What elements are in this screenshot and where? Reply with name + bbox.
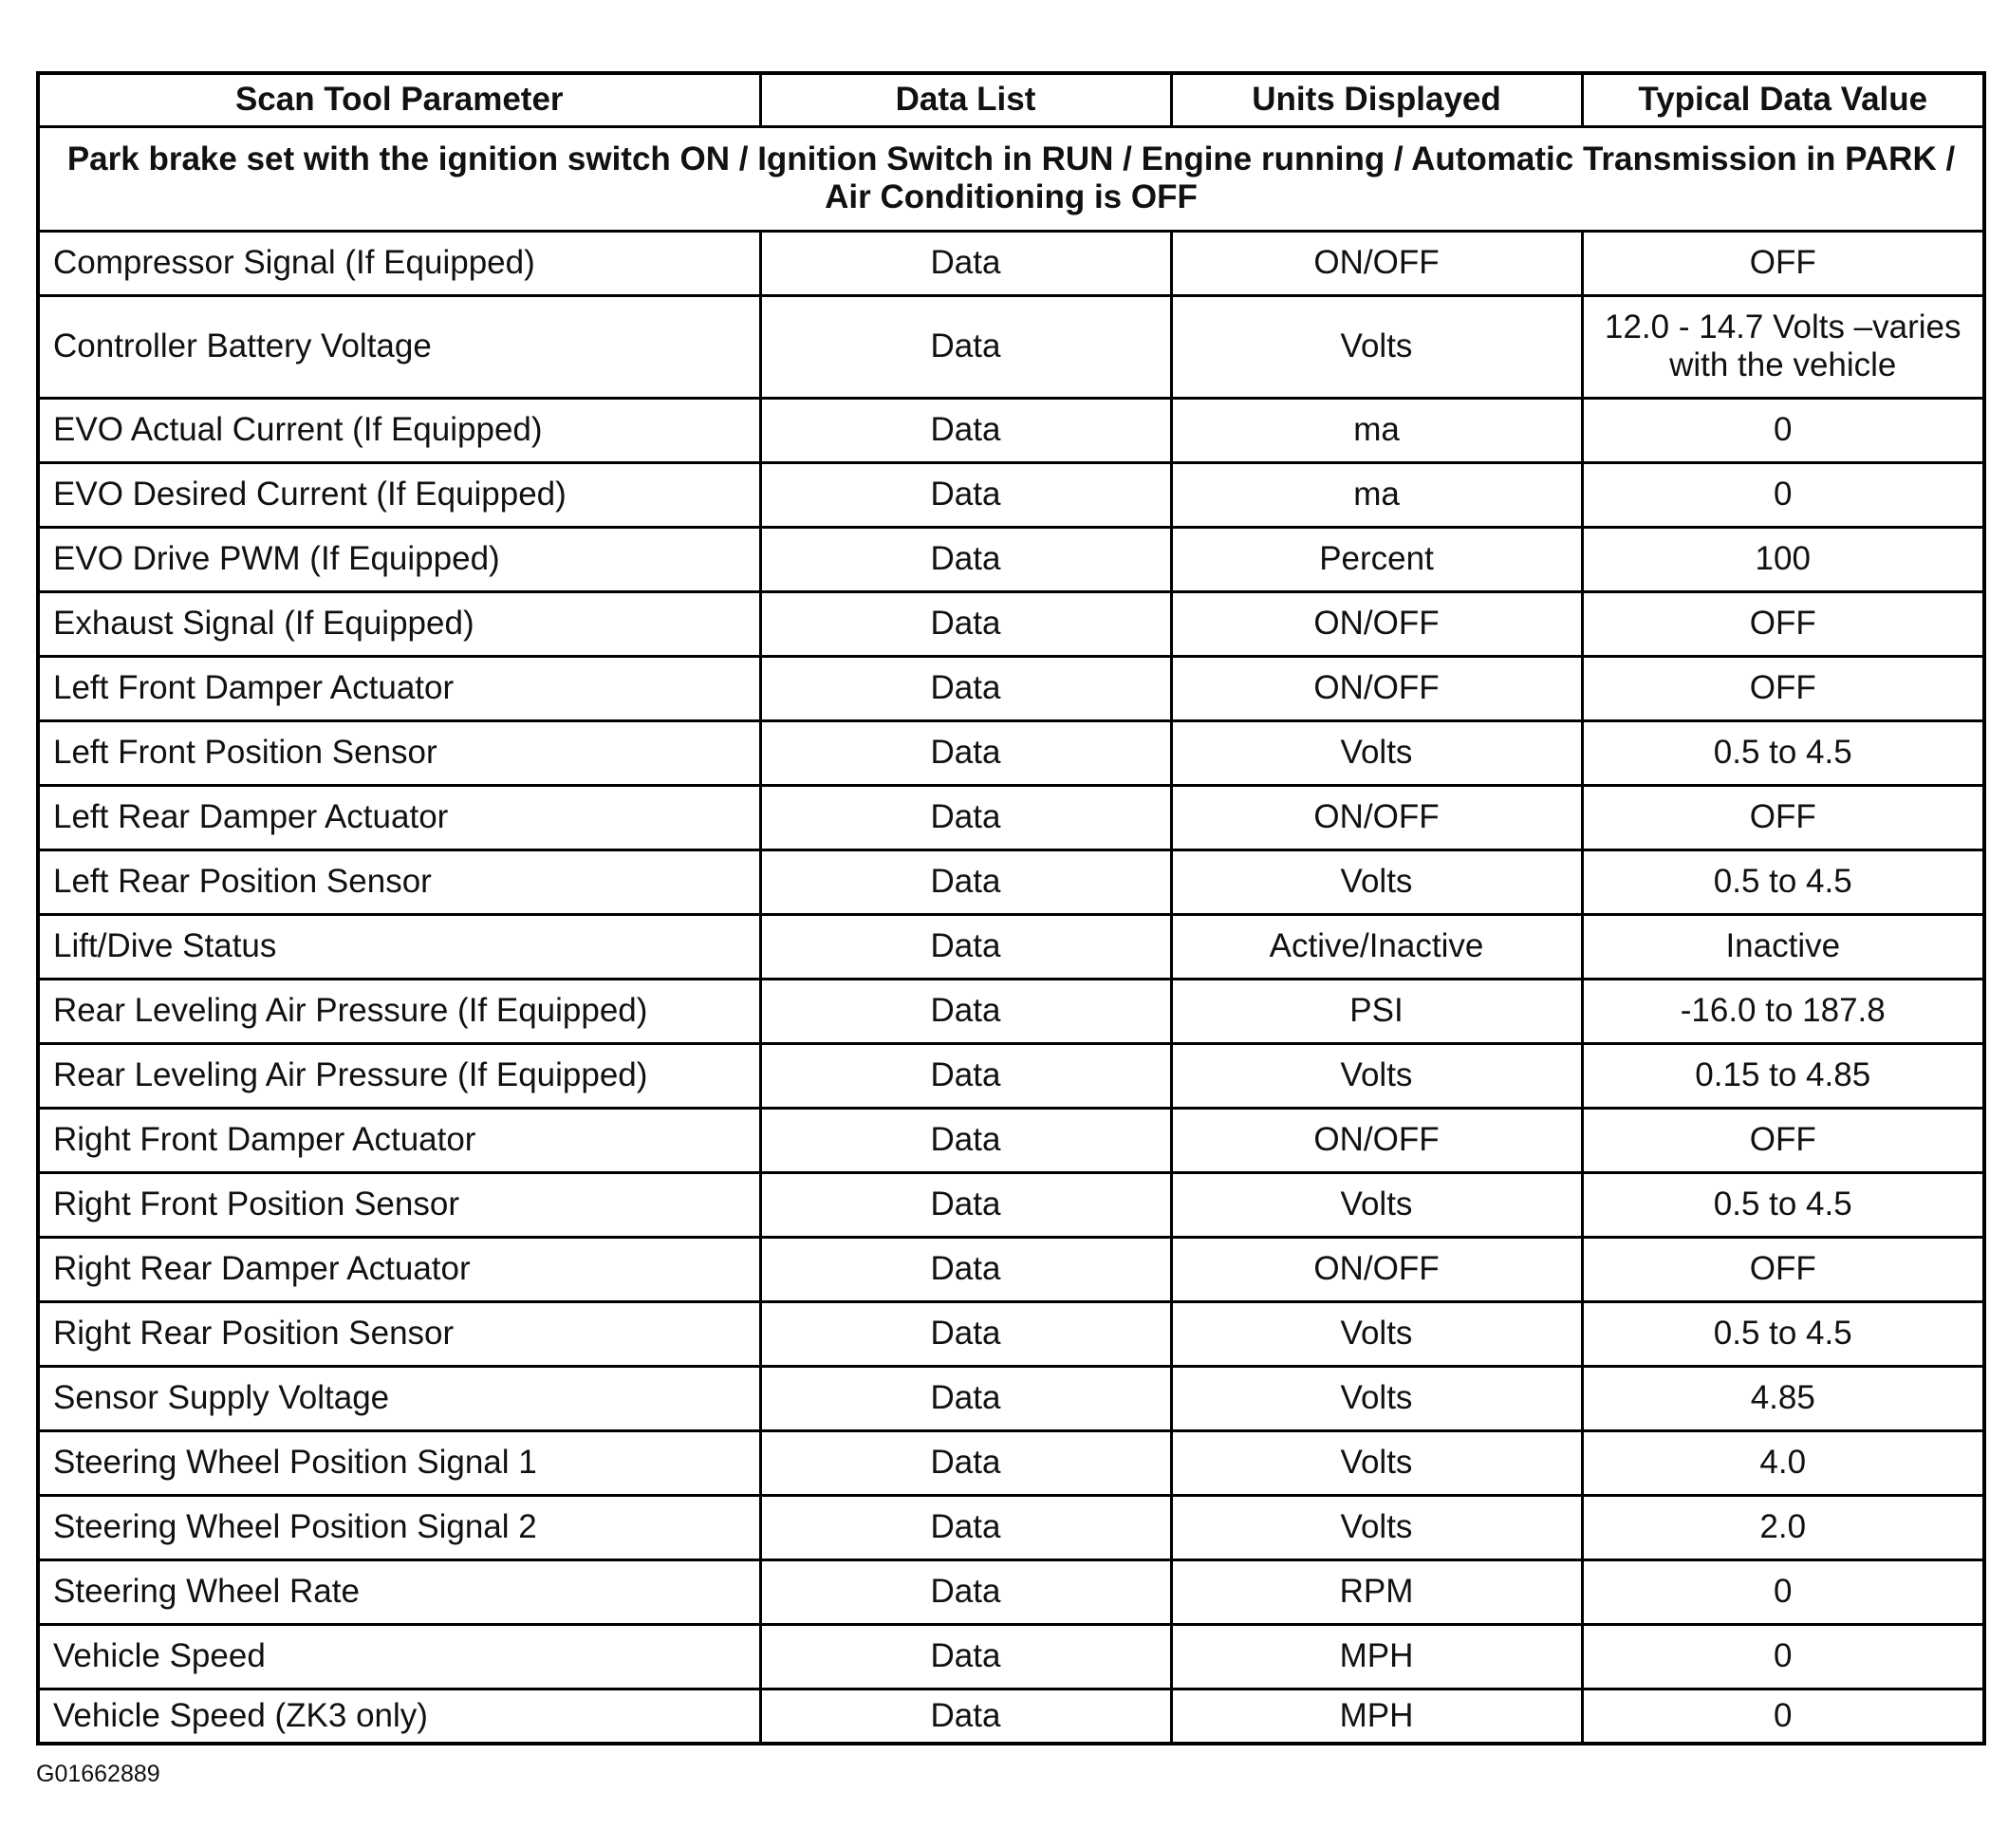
units-cell: Volts (1171, 1366, 1582, 1430)
units-cell: Percent (1171, 527, 1582, 591)
data-list-cell: Data (760, 1495, 1171, 1559)
units-cell: Active/Inactive (1171, 914, 1582, 979)
data-list-cell: Data (760, 849, 1171, 914)
typical-value-cell: 4.0 (1582, 1430, 1984, 1495)
parameter-cell: Sensor Supply Voltage (38, 1366, 760, 1430)
parameter-cell: Exhaust Signal (If Equipped) (38, 591, 760, 656)
parameter-cell: Rear Leveling Air Pressure (If Equipped) (38, 979, 760, 1043)
table-row (38, 1172, 1984, 1237)
data-list-cell: Data (760, 1043, 1171, 1108)
parameter-cell: Left Front Position Sensor (38, 720, 760, 785)
condition-row (38, 126, 1984, 231)
table-row (38, 1559, 1984, 1624)
table-row (38, 1237, 1984, 1301)
data-list-cell: Data (760, 1108, 1171, 1172)
typical-value-cell: 0 (1582, 1559, 1984, 1624)
table-row (38, 849, 1984, 914)
parameter-cell: Steering Wheel Position Signal 2 (38, 1495, 760, 1559)
typical-value-cell: 2.0 (1582, 1495, 1984, 1559)
units-cell: Volts (1171, 1301, 1582, 1366)
table-row (38, 1495, 1984, 1559)
table-row (38, 785, 1984, 849)
typical-value-cell: OFF (1582, 1108, 1984, 1172)
units-cell: ma (1171, 462, 1582, 527)
table-row (38, 295, 1984, 398)
parameter-cell: Left Rear Position Sensor (38, 849, 760, 914)
parameter-cell: Controller Battery Voltage (38, 295, 760, 398)
table-row (38, 398, 1984, 462)
units-cell: Volts (1171, 295, 1582, 398)
table-row (38, 591, 1984, 656)
header-data-list: Data List (760, 73, 1171, 126)
table-row (38, 979, 1984, 1043)
units-cell: ON/OFF (1171, 1237, 1582, 1301)
typical-value-cell: 0.15 to 4.85 (1582, 1043, 1984, 1108)
table-row (38, 1366, 1984, 1430)
units-cell: PSI (1171, 979, 1582, 1043)
data-list-cell: Data (760, 591, 1171, 656)
parameter-cell: Right Rear Damper Actuator (38, 1237, 760, 1301)
data-list-cell: Data (760, 398, 1171, 462)
typical-value-cell: 0 (1582, 462, 1984, 527)
units-cell: ON/OFF (1171, 656, 1582, 720)
data-list-cell: Data (760, 527, 1171, 591)
parameter-cell: EVO Actual Current (If Equipped) (38, 398, 760, 462)
table-row (38, 1108, 1984, 1172)
parameter-cell: Left Rear Damper Actuator (38, 785, 760, 849)
table-row (38, 1430, 1984, 1495)
units-cell: Volts (1171, 1043, 1582, 1108)
units-cell: ON/OFF (1171, 231, 1582, 295)
data-list-cell: Data (760, 914, 1171, 979)
typical-value-cell: OFF (1582, 656, 1984, 720)
parameter-cell: Steering Wheel Position Signal 1 (38, 1430, 760, 1495)
units-cell: Volts (1171, 849, 1582, 914)
units-cell: Volts (1171, 720, 1582, 785)
parameter-cell: EVO Drive PWM (If Equipped) (38, 527, 760, 591)
parameter-cell: Lift/Dive Status (38, 914, 760, 979)
table-row (38, 527, 1984, 591)
typical-value-cell: 0.5 to 4.5 (1582, 849, 1984, 914)
header-scan-tool-parameter: Scan Tool Parameter (38, 73, 760, 126)
units-cell: ON/OFF (1171, 785, 1582, 849)
header-typical-data-value: Typical Data Value (1582, 73, 1984, 126)
typical-value-cell: 100 (1582, 527, 1984, 591)
parameter-cell: Right Front Damper Actuator (38, 1108, 760, 1172)
units-cell: ON/OFF (1171, 591, 1582, 656)
data-list-cell: Data (760, 1689, 1171, 1744)
parameter-cell: Right Front Position Sensor (38, 1172, 760, 1237)
parameter-cell: Rear Leveling Air Pressure (If Equipped) (38, 1043, 760, 1108)
units-cell: MPH (1171, 1624, 1582, 1689)
typical-value-cell: OFF (1582, 231, 1984, 295)
parameter-cell: EVO Desired Current (If Equipped) (38, 462, 760, 527)
units-cell: MPH (1171, 1689, 1582, 1744)
parameter-cell: Left Front Damper Actuator (38, 656, 760, 720)
typical-value-cell: 4.85 (1582, 1366, 1984, 1430)
table-row (38, 231, 1984, 295)
table-row (38, 462, 1984, 527)
table-row (38, 1043, 1984, 1108)
typical-value-cell: 0 (1582, 1689, 1984, 1744)
parameter-cell: Steering Wheel Rate (38, 1559, 760, 1624)
typical-value-cell: 12.0 - 14.7 Volts –varies with the vehicle (1582, 295, 1984, 398)
typical-value-cell: OFF (1582, 1237, 1984, 1301)
units-cell: Volts (1171, 1495, 1582, 1559)
data-list-cell: Data (760, 720, 1171, 785)
data-list-cell: Data (760, 785, 1171, 849)
typical-value-cell: 0 (1582, 1624, 1984, 1689)
table-row (38, 1689, 1984, 1744)
data-list-cell: Data (760, 1624, 1171, 1689)
units-cell: ma (1171, 398, 1582, 462)
data-list-cell: Data (760, 979, 1171, 1043)
typical-value-cell: Inactive (1582, 914, 1984, 979)
data-list-cell: Data (760, 1237, 1171, 1301)
typical-value-cell: 0.5 to 4.5 (1582, 720, 1984, 785)
table-row (38, 1624, 1984, 1689)
data-list-cell: Data (760, 1559, 1171, 1624)
table-row (38, 656, 1984, 720)
typical-value-cell: 0.5 to 4.5 (1582, 1172, 1984, 1237)
data-list-cell: Data (760, 231, 1171, 295)
operating-condition: Park brake set with the ignition switch ON / Ignition Switch in RUN / Engine running / Automatic Transmission in PARK / Air Conditioning is OFF (38, 126, 1984, 231)
typical-value-cell: OFF (1582, 591, 1984, 656)
units-cell: RPM (1171, 1559, 1582, 1624)
units-cell: Volts (1171, 1430, 1582, 1495)
header-row (38, 73, 1984, 126)
table-row (38, 914, 1984, 979)
data-list-cell: Data (760, 462, 1171, 527)
scan-tool-data-table (36, 71, 1986, 1745)
typical-value-cell: -16.0 to 187.8 (1582, 979, 1984, 1043)
typical-value-cell: 0 (1582, 398, 1984, 462)
parameter-cell: Vehicle Speed (38, 1624, 760, 1689)
table-row (38, 720, 1984, 785)
data-list-cell: Data (760, 1366, 1171, 1430)
typical-value-cell: OFF (1582, 785, 1984, 849)
data-list-cell: Data (760, 1301, 1171, 1366)
data-list-cell: Data (760, 1172, 1171, 1237)
typical-value-cell: 0.5 to 4.5 (1582, 1301, 1984, 1366)
parameter-cell: Right Rear Position Sensor (38, 1301, 760, 1366)
table-row (38, 1301, 1984, 1366)
units-cell: ON/OFF (1171, 1108, 1582, 1172)
data-list-cell: Data (760, 656, 1171, 720)
figure-id: G01662889 (36, 1761, 160, 1787)
data-list-cell: Data (760, 1430, 1171, 1495)
header-units-displayed: Units Displayed (1171, 73, 1582, 126)
parameter-cell: Compressor Signal (If Equipped) (38, 231, 760, 295)
parameter-cell: Vehicle Speed (ZK3 only) (38, 1689, 760, 1744)
data-list-cell: Data (760, 295, 1171, 398)
units-cell: Volts (1171, 1172, 1582, 1237)
